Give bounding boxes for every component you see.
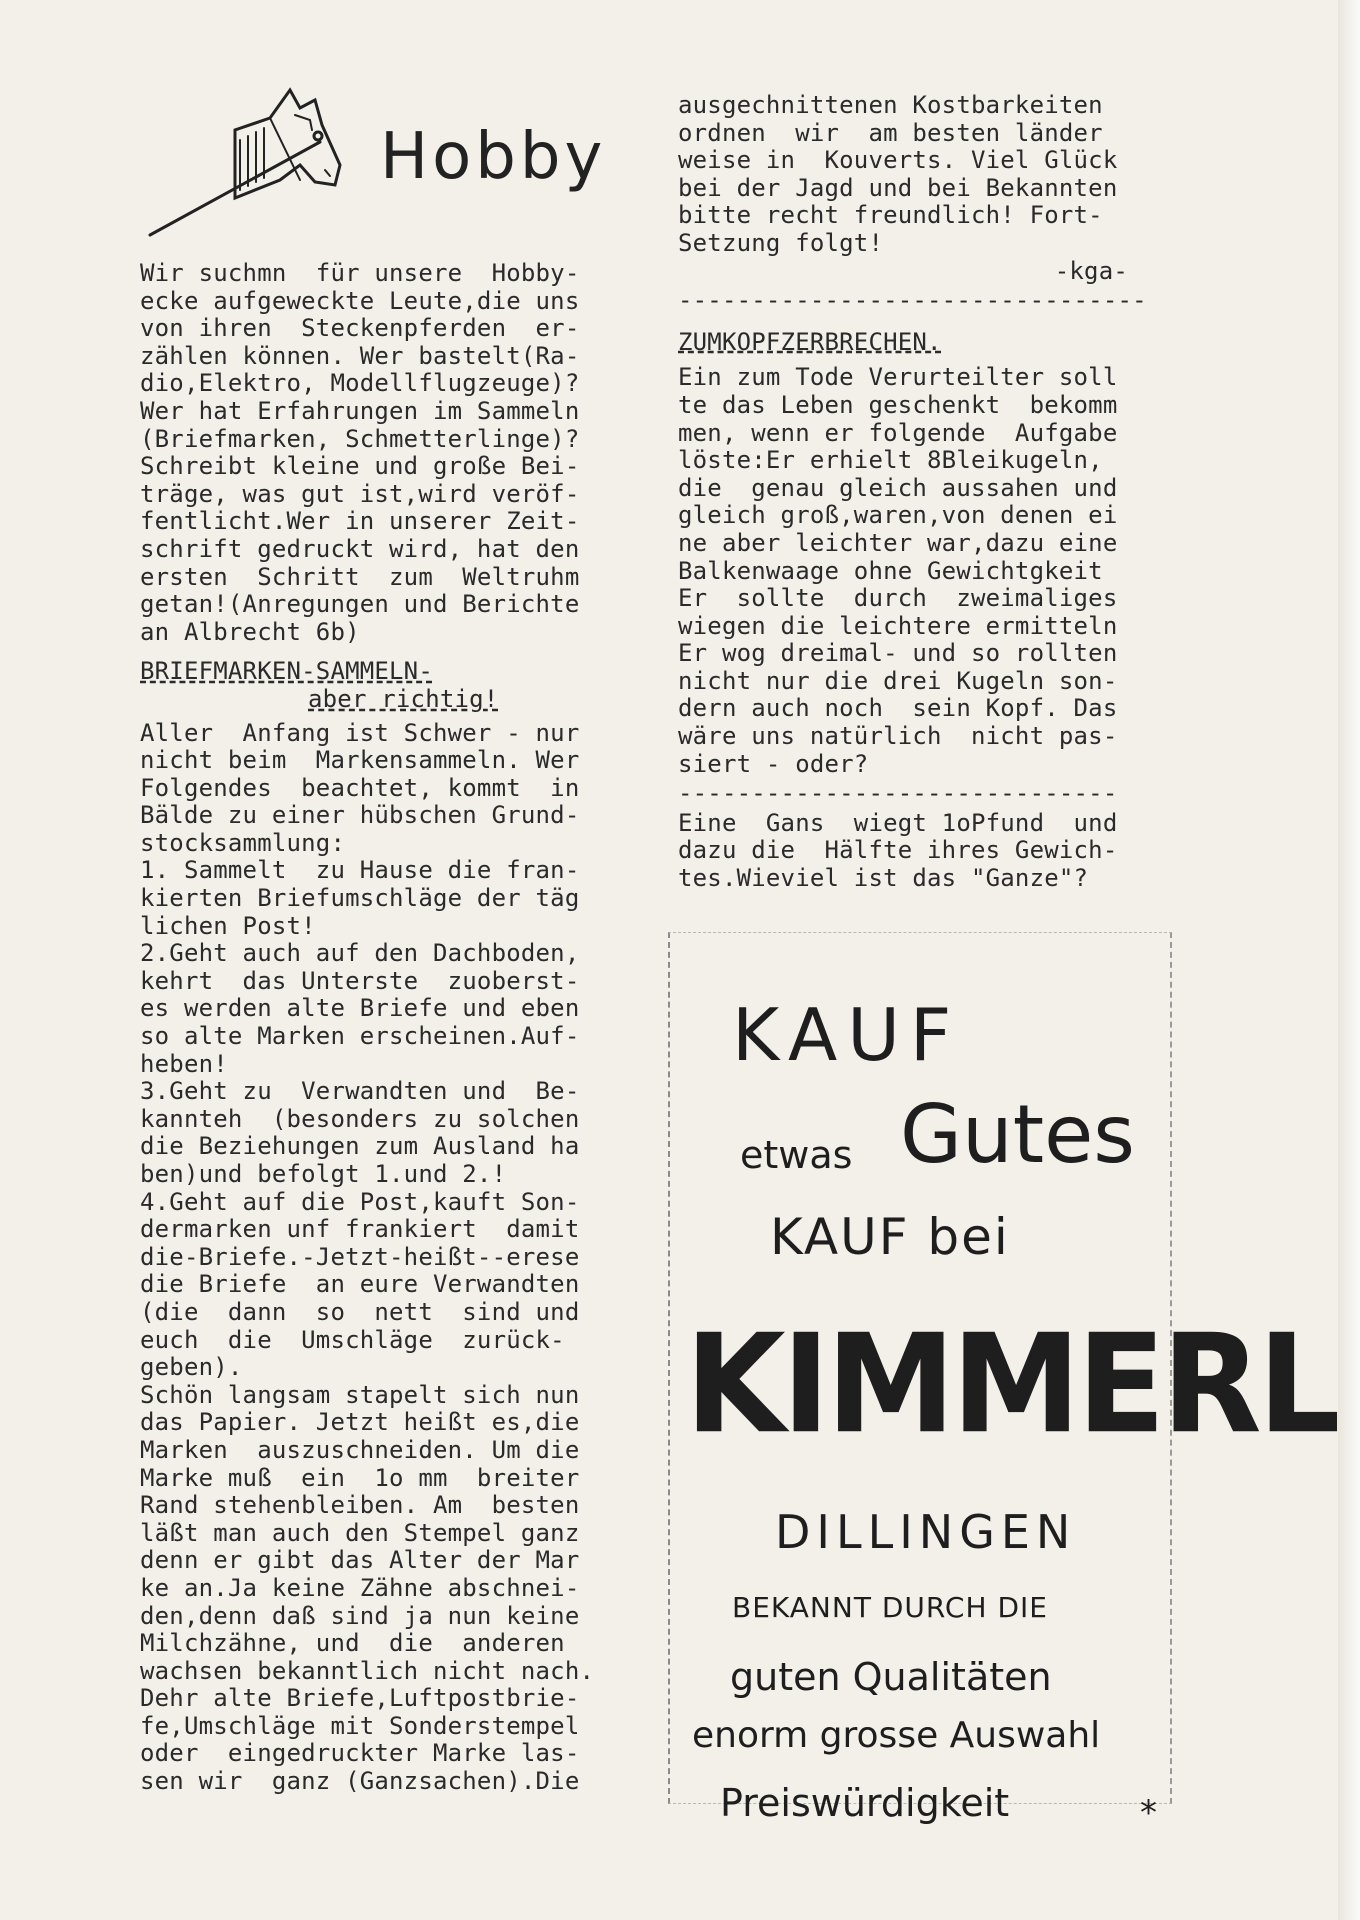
divider: -------------------------------- xyxy=(678,286,1147,315)
text-line: Rand stehenbleiben. Am besten xyxy=(140,1491,580,1520)
text-line: 1. Sammelt zu Hause die fran- xyxy=(140,856,580,885)
right-column xyxy=(678,92,1198,893)
text-line: dio,Elektro, Modellflugzeuge)? xyxy=(140,369,580,398)
text-line: Balkenwaage ohne Gewichtgkeit xyxy=(678,556,1103,585)
text-line: den,denn daß sind ja nun keine xyxy=(140,1601,580,1630)
text-line: von ihren Steckenpferden er- xyxy=(140,314,580,343)
text-line: zählen können. Wer bastelt(Ra- xyxy=(140,341,580,370)
text-line: das Papier. Jetzt heißt es,die xyxy=(140,1408,580,1437)
text-line: ordnen wir am besten länder xyxy=(678,118,1103,147)
text-line: Milchzähne, und die anderen xyxy=(140,1629,565,1658)
author-signature: -kga- xyxy=(1054,256,1128,285)
text-line: 3.Geht zu Verwandten und Be- xyxy=(140,1077,580,1106)
text-line: weise in Kouverts. Viel Glück xyxy=(678,146,1118,175)
hobby-header xyxy=(140,70,660,260)
text-line: ecke aufgeweckte Leute,die uns xyxy=(140,286,580,315)
text-line: getan!(Anregungen und Berichte xyxy=(140,590,580,619)
stamp-article-body xyxy=(140,720,660,1796)
ad-point-quality: guten Qualitäten xyxy=(730,1655,1052,1699)
text-line: oder eingedruckter Marke las- xyxy=(140,1739,580,1768)
hobby-horse-icon xyxy=(140,70,370,245)
text-line: Eine Gans wiegt 1oPfund und xyxy=(678,808,1118,837)
text-line: Er wog dreimal- und so rollten xyxy=(678,639,1118,668)
text-line: die Beziehungen zum Ausland ha xyxy=(140,1132,580,1161)
ad-tagline: BEKANNT DURCH DIE xyxy=(732,1591,1048,1624)
text-line: sen wir ganz (Ganzsachen).Die xyxy=(140,1767,580,1796)
text-line: tes.Wieviel ist das "Ganze"? xyxy=(678,864,1089,893)
text-line: nicht beim Markensammeln. Wer xyxy=(140,746,580,775)
ad-gutes: Gutes xyxy=(900,1088,1135,1181)
text-line: fe,Umschläge mit Sonderstempel xyxy=(140,1711,580,1740)
text-line: (Briefmarken, Schmetterlinge)? xyxy=(140,424,580,453)
text-line: Schön langsam stapelt sich nun xyxy=(140,1380,580,1409)
stamp-heading-line2: aber richtig! xyxy=(308,684,499,713)
text-line: die-Briefe.-Jetzt-heißt--erese xyxy=(140,1242,580,1271)
advertisement-box xyxy=(668,932,1337,1833)
ad-etwas: etwas xyxy=(740,1133,853,1177)
text-line: 4.Geht auf die Post,kauft Son- xyxy=(140,1187,580,1216)
ad-point-price: Preiswürdigkeit xyxy=(720,1781,1010,1825)
intro-paragraph xyxy=(140,260,660,646)
text-line: es werden alte Briefe und eben xyxy=(140,994,580,1023)
puzzle-heading: ZUMKOPFZERBRECHEN. xyxy=(678,327,942,356)
text-line: kierten Briefumschläge der täg xyxy=(140,884,580,913)
text-line: kehrt das Unterste zuoberst- xyxy=(140,966,580,995)
text-line: bei der Jagd und bei Bekannten xyxy=(678,173,1118,202)
text-line: 2.Geht auch auf den Dachboden, xyxy=(140,939,580,968)
text-line: wäre uns natürlich nicht pas- xyxy=(678,722,1118,751)
text-line: geben). xyxy=(140,1353,243,1382)
hobby-title: Hobby xyxy=(380,120,607,194)
text-line: denn er gibt das Alter der Mar xyxy=(140,1546,580,1575)
text-line: Marken auszuschneiden. Um die xyxy=(140,1435,580,1464)
text-line: so alte Marken erscheinen.Auf- xyxy=(140,1022,580,1051)
ad-star: * xyxy=(1140,1793,1157,1833)
puzzle-body xyxy=(678,364,1198,778)
text-line: men, wenn er folgende Aufgabe xyxy=(678,418,1118,447)
ad-kauf-1: KAUF xyxy=(732,993,962,1077)
text-line: euch die Umschläge zurück- xyxy=(140,1325,565,1354)
text-line: Wir suchmn für unsere Hobby- xyxy=(140,259,580,287)
text-line: dern auch noch sein Kopf. Das xyxy=(678,694,1118,723)
text-line: die genau gleich aussahen und xyxy=(678,473,1118,502)
text-line: Wer hat Erfahrungen im Sammeln xyxy=(140,396,580,425)
text-line: läßt man auch den Stempel ganz xyxy=(140,1518,580,1547)
text-line: stocksammlung: xyxy=(140,828,346,857)
left-column xyxy=(140,70,660,1796)
text-line: die Briefe an eure Verwandten xyxy=(140,1270,580,1299)
stamp-heading-line1: BRIEFMARKEN-SAMMELN- xyxy=(140,657,433,686)
page-edge xyxy=(1338,0,1360,1920)
text-line: (die dann so nett sind und xyxy=(140,1297,580,1326)
text-line: siert - oder? xyxy=(678,749,869,778)
text-line: te das Leben geschenkt bekomm xyxy=(678,390,1118,419)
text-line: träge, was gut ist,wird veröf- xyxy=(140,479,580,508)
text-line: Schreibt kleine und große Bei- xyxy=(140,452,580,481)
text-line: Aller Anfang ist Schwer - nur xyxy=(140,718,580,747)
text-line: nicht nur die drei Kugeln son- xyxy=(678,666,1118,695)
text-line: ne aber leichter war,dazu eine xyxy=(678,528,1118,557)
text-line: bitte recht freundlich! Fort- xyxy=(678,201,1103,230)
text-line: ersten Schritt zum Weltruhm xyxy=(140,562,580,591)
divider-2: ------------------------------ xyxy=(678,779,1118,808)
text-line: heben! xyxy=(140,1049,228,1078)
text-line: ausgechnittenen Kostbarkeiten xyxy=(678,91,1103,119)
text-line: gleich groß,waren,von denen ei xyxy=(678,501,1118,530)
riddle-body xyxy=(678,810,1198,893)
stamp-heading xyxy=(140,658,660,713)
text-line: wiegen die leichtere ermitteln xyxy=(678,611,1118,640)
continuation-paragraph xyxy=(678,92,1198,258)
ad-kauf-bei: KAUF bei xyxy=(770,1208,1010,1266)
text-line: schrift gedruckt wird, hat den xyxy=(140,534,580,563)
text-line: dazu die Hälfte ihres Gewich- xyxy=(678,836,1118,865)
text-line: ben)und befolgt 1.und 2.! xyxy=(140,1160,507,1188)
text-line: wachsen bekanntlich nicht nach. xyxy=(140,1656,595,1685)
text-line: Dehr alte Briefe,Luftpostbrie- xyxy=(140,1684,580,1713)
ad-point-selection: enorm grosse Auswahl xyxy=(692,1715,1101,1756)
text-line: an Albrecht 6b) xyxy=(140,617,360,646)
text-line: Bälde zu einer hübschen Grund- xyxy=(140,801,580,830)
text-line: kannteh (besonders zu solchen xyxy=(140,1104,580,1133)
text-line: Marke muß ein 1o mm breiter xyxy=(140,1463,580,1492)
text-line: löste:Er erhielt 8Bleikugeln, xyxy=(678,446,1103,475)
text-line: Setzung folgt! xyxy=(678,228,884,257)
text-line: Er sollte durch zweimaliges xyxy=(678,584,1118,613)
text-line: ke an.Ja keine Zähne abschnei- xyxy=(140,1573,580,1602)
text-line: fentlicht.Wer in unserer Zeit- xyxy=(140,507,580,536)
text-line: Ein zum Tode Verurteilter soll xyxy=(678,363,1118,392)
text-line: Folgendes beachtet, kommt in xyxy=(140,773,580,802)
text-line: dermarken unf frankiert damit xyxy=(140,1215,580,1244)
text-line: lichen Post! xyxy=(140,911,316,940)
ad-shop-name: KIMMERL xyxy=(685,1304,1337,1464)
ad-town: DILLINGEN xyxy=(775,1505,1077,1559)
